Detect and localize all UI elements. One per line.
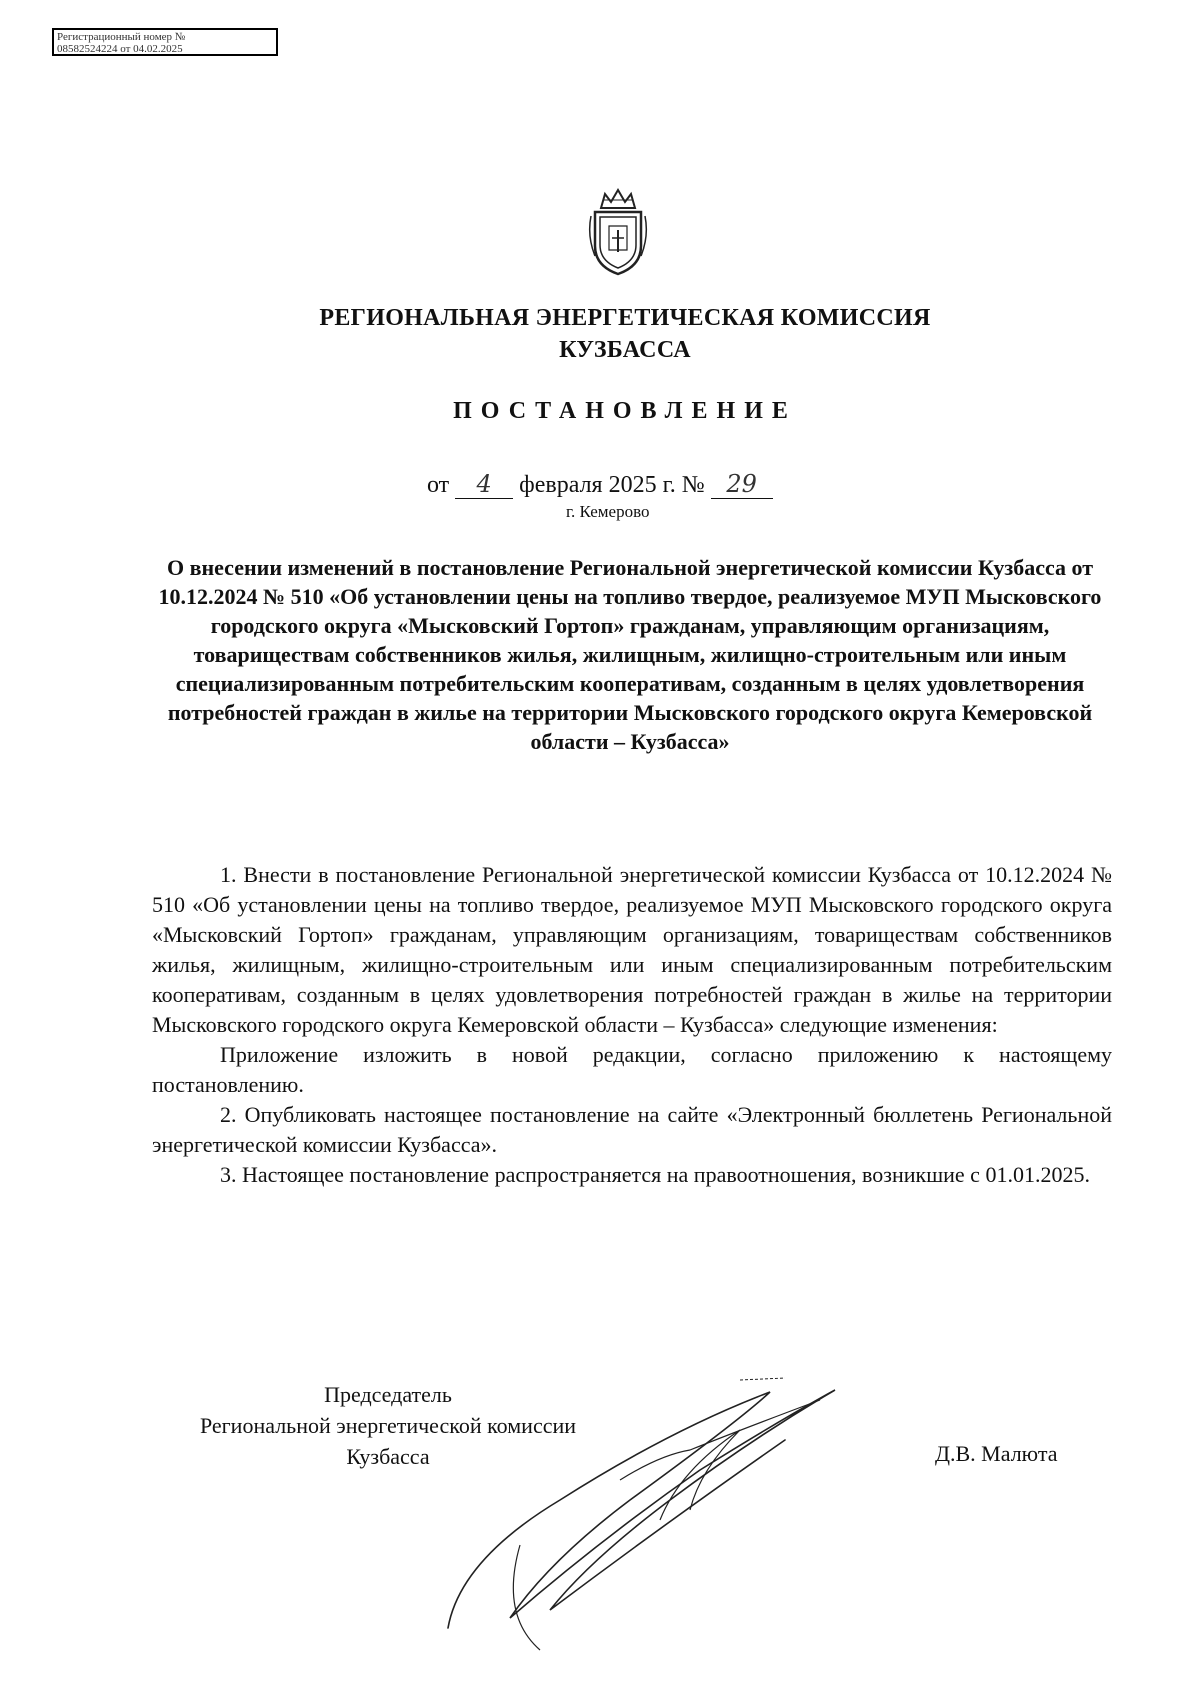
document-number-handwritten: 29 [711, 470, 773, 499]
body-paragraph-4: 3. Настоящее постановление распространяется на правоотношения, возникшие с 01.01.2025. [220, 1162, 1090, 1187]
kuzbass-coat-of-arms-icon [583, 186, 653, 276]
signer-title-line-2: Региональной энергетической комиссии [199, 1413, 577, 1438]
registration-stamp [52, 28, 278, 56]
document-type: ПОСТАНОВЛЕНИЕ [453, 398, 797, 424]
registration-label: Регистрационный номер № [57, 31, 186, 43]
signer-title-line-3: Кузбасса [346, 1444, 430, 1469]
signer-name: Д.В. Малюта [935, 1441, 1058, 1466]
organization-title [0, 302, 1200, 366]
date-day-handwritten: 4 [455, 470, 513, 499]
body-paragraph-3: 2. Опубликовать настоящее постановление на сайте «Электронный бюллетень Региональной энергетической комиссии Кузбасса». [152, 1102, 1112, 1157]
city: г. Кемерово [566, 502, 650, 521]
handwritten-signature-icon [440, 1360, 940, 1660]
number-prefix: № [681, 472, 705, 498]
signer-title-line-1: Председатель [324, 1382, 452, 1407]
document-body [152, 860, 1112, 1190]
date-prefix: от [427, 472, 450, 498]
document-date-line [427, 470, 773, 499]
organization-line-1: РЕГИОНАЛЬНАЯ ЭНЕРГЕТИЧЕСКАЯ КОМИССИЯ [319, 305, 931, 331]
body-paragraph-2: Приложение изложить в новой редакции, согласно приложению к настоящему постановлению. [152, 1042, 1112, 1097]
registration-value: 08582524224 от 04.02.2025 [57, 43, 183, 55]
document-subject: О внесении изменений в постановление Региональной энергетической комиссии Кузбасса от 10.12.2024 № 510 «Об установлении цены на топливо твердое, реализуемое МУП Мысковского городского округа «Мысковский Гортоп» гражданам, управляющим организациям, товариществам собственников жилья, жилищным, жилищно-строительным или иным специализированным потребительским кооперативам, созданным в целях удовлетворения потребностей граждан в жилье на территории Мысковского городского округа Кемеровской области – Кузбасса» [158, 555, 1102, 754]
date-month-year: февраля 2025 г. [519, 472, 676, 498]
organization-line-2: КУЗБАССА [559, 337, 691, 363]
body-paragraph-1: 1. Внести в постановление Региональной энергетической комиссии Кузбасса от 10.12.2024 № 510 «Об установлении цены на топливо твердое, реализуемое МУП Мысковского городского округа «Мысковский Гортоп» гражданам, управляющим организациям, товариществам собственников жилья, жилищным, жилищно-строительным или иным специализированным потребительским кооперативам, созданным в целях удовлетворения потребностей граждан в жилье на территории Мысковского городского округа Кемеровской области – Кузбасса» следующие изменения: [152, 862, 1112, 1037]
